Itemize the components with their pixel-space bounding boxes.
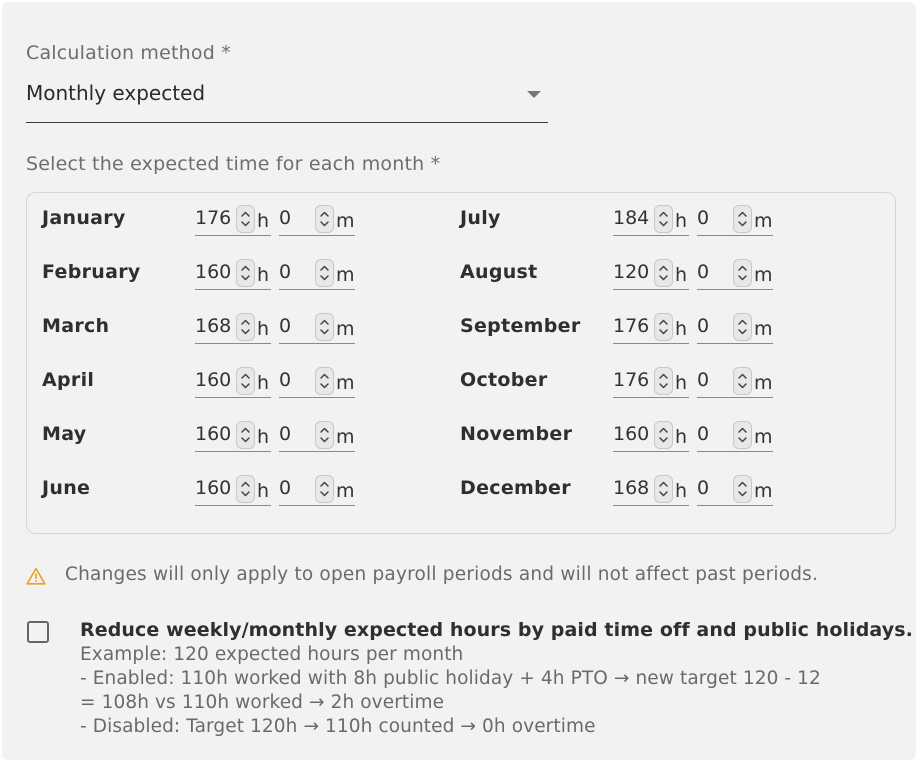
calculation-method-select[interactable] <box>26 76 548 123</box>
hours-stepper-icon[interactable] <box>654 259 673 287</box>
hours-input[interactable] <box>613 473 689 506</box>
month-name: September <box>460 315 581 337</box>
month-row-july <box>27 193 887 247</box>
hours-unit: h <box>675 426 688 448</box>
hours-value: 176 <box>613 369 650 391</box>
month-name: October <box>460 369 548 391</box>
month-row-december <box>27 463 887 517</box>
month-row-september <box>27 301 887 355</box>
reduce-hours-checkbox[interactable] <box>27 621 49 643</box>
hours-stepper-icon[interactable] <box>654 367 673 395</box>
minutes-value: 0 <box>279 477 292 499</box>
minutes-input[interactable] <box>697 203 773 236</box>
minutes-stepper-icon[interactable] <box>733 259 752 287</box>
minutes-value: 0 <box>279 315 292 337</box>
minutes-value: 0 <box>697 207 710 229</box>
minutes-stepper-icon[interactable] <box>733 475 752 503</box>
minutes-stepper-icon[interactable] <box>733 367 752 395</box>
hours-unit: h <box>257 210 270 232</box>
minutes-stepper-icon[interactable] <box>733 313 752 341</box>
month-row-november <box>27 409 887 463</box>
minutes-value: 0 <box>697 477 710 499</box>
months-grid <box>26 192 896 534</box>
month-name: August <box>460 261 538 283</box>
hours-input[interactable] <box>613 311 689 344</box>
hours-value: 176 <box>613 315 650 337</box>
minutes-unit: m <box>336 426 355 448</box>
hours-input[interactable] <box>613 203 689 236</box>
dropdown-caret-icon <box>527 91 541 98</box>
hours-unit: h <box>257 264 270 286</box>
reduce-hours-disabled-line: - Disabled: Target 120h → 110h counted → 0h overtime <box>80 716 596 737</box>
month-name: July <box>460 207 501 229</box>
minutes-unit: m <box>754 210 773 232</box>
hours-stepper-icon[interactable] <box>654 475 673 503</box>
month-name: December <box>460 477 571 499</box>
hours-unit: h <box>675 264 688 286</box>
minutes-unit: m <box>754 318 773 340</box>
warning-icon <box>26 567 46 585</box>
hours-input[interactable] <box>613 419 689 452</box>
minutes-value: 0 <box>279 207 292 229</box>
reduce-hours-title: Reduce weekly/monthly expected hours by paid time off and public holidays. <box>80 619 913 641</box>
minutes-unit: m <box>336 318 355 340</box>
hours-unit: h <box>257 318 270 340</box>
month-name: January <box>42 207 126 229</box>
month-name: June <box>42 477 91 499</box>
minutes-unit: m <box>336 480 355 502</box>
minutes-unit: m <box>754 480 773 502</box>
reduce-hours-example-line: Example: 120 expected hours per month <box>80 644 464 665</box>
reduce-hours-enabled-line: - Enabled: 110h worked with 8h public holiday + 4h PTO → new target 120 - 12 <box>80 668 821 689</box>
reduce-hours-enabled-cont-line: = 108h vs 110h worked → 2h overtime <box>80 692 445 713</box>
hours-value: 168 <box>195 315 232 337</box>
hours-value: 160 <box>195 477 232 499</box>
hours-input[interactable] <box>613 257 689 290</box>
hours-value: 120 <box>613 261 650 283</box>
hours-unit: h <box>675 372 688 394</box>
month-row-october <box>27 355 887 409</box>
warning-text: Changes will only apply to open payroll periods and will not affect past periods. <box>65 564 819 585</box>
month-name: March <box>42 315 110 337</box>
month-name: November <box>460 423 573 445</box>
month-name: February <box>42 261 141 283</box>
minutes-value: 0 <box>279 261 292 283</box>
hours-unit: h <box>675 480 688 502</box>
minutes-input[interactable] <box>697 311 773 344</box>
hours-value: 168 <box>613 477 650 499</box>
hours-stepper-icon[interactable] <box>654 313 673 341</box>
minutes-stepper-icon[interactable] <box>733 205 752 233</box>
hours-value: 160 <box>613 423 650 445</box>
minutes-input[interactable] <box>697 257 773 290</box>
minutes-value: 0 <box>697 369 710 391</box>
hours-stepper-icon[interactable] <box>654 205 673 233</box>
hours-unit: h <box>257 480 270 502</box>
hours-unit: h <box>675 210 688 232</box>
hours-unit: h <box>257 426 270 448</box>
minutes-value: 0 <box>279 423 292 445</box>
hours-value: 160 <box>195 423 232 445</box>
minutes-input[interactable] <box>697 473 773 506</box>
minutes-unit: m <box>336 264 355 286</box>
hours-stepper-icon[interactable] <box>654 421 673 449</box>
month-name: May <box>42 423 87 445</box>
minutes-input[interactable] <box>697 419 773 452</box>
month-name: April <box>42 369 95 391</box>
hours-unit: h <box>257 372 270 394</box>
hours-value: 184 <box>613 207 650 229</box>
minutes-value: 0 <box>697 315 710 337</box>
minutes-input[interactable] <box>697 365 773 398</box>
minutes-unit: m <box>754 372 773 394</box>
minutes-unit: m <box>336 372 355 394</box>
months-section-label: Select the expected time for each month * <box>26 153 441 175</box>
hours-value: 160 <box>195 261 232 283</box>
calculation-method-value: Monthly expected <box>26 81 206 105</box>
calculation-method-label: Calculation method * <box>26 42 231 64</box>
minutes-unit: m <box>754 426 773 448</box>
minutes-value: 0 <box>279 369 292 391</box>
settings-panel <box>2 2 916 760</box>
hours-value: 176 <box>195 207 232 229</box>
minutes-stepper-icon[interactable] <box>733 421 752 449</box>
hours-input[interactable] <box>613 365 689 398</box>
hours-value: 160 <box>195 369 232 391</box>
minutes-unit: m <box>754 264 773 286</box>
minutes-value: 0 <box>697 261 710 283</box>
month-row-august <box>27 247 887 301</box>
hours-unit: h <box>675 318 688 340</box>
minutes-unit: m <box>336 210 355 232</box>
minutes-value: 0 <box>697 423 710 445</box>
